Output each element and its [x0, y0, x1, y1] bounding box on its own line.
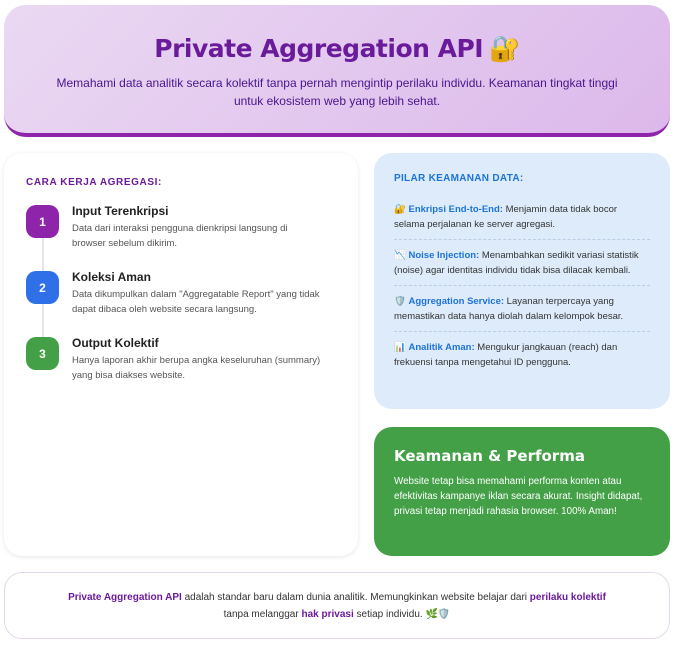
security-pillars-card [374, 153, 670, 409]
how-it-works-card [4, 153, 358, 556]
pillar-name: Enkripsi End-to-End: [408, 204, 503, 215]
step-title: Output Kolektif [72, 336, 159, 350]
step-number-badge: 2 [26, 271, 59, 304]
pillar-text: Mengukur jangkauan (reach) dan frekuensi tanpa mengetahui ID pengguna. [394, 342, 618, 368]
step-item [26, 271, 336, 337]
pillar-text: Layanan terpercaya yang memastikan data hanya diolah dalam kelompok besar. [394, 296, 624, 322]
step-description: Data dari interaksi pengguna dienkripsi langsung di browser sebelum dikirim. [72, 223, 288, 249]
step-title: Input Terenkripsi [72, 204, 169, 218]
lock-icon: 🔐 [394, 204, 406, 215]
hero-header [4, 5, 670, 137]
page-subtitle: Memahami data analitik secara kolektif tanpa pernah mengintip perilaku individu. Keamanan tingkat tinggi untuk ekosistem web yang lebih sehat. [56, 76, 618, 108]
pillar-name: Noise Injection: [408, 250, 480, 261]
step-number-badge: 1 [26, 205, 59, 238]
footer-highlight: hak privasi [301, 609, 354, 620]
step-title: Koleksi Aman [72, 270, 151, 284]
shield-icon: 🛡️ [394, 296, 406, 307]
footer-highlight: perilaku kolektif [529, 592, 606, 603]
pillar-item [394, 240, 650, 286]
pillar-text: Menambahkan sedikit variasi statistik (noise) agar identitas individu tidak bisa dilacak kembali. [394, 250, 639, 276]
lock-icon: 🔐 [489, 34, 520, 63]
pillar-name: Aggregation Service: [408, 296, 505, 307]
step-description: Hanya laporan akhir berupa angka keseluruhan (summary) yang bisa diakses website. [72, 355, 321, 381]
steps-list [26, 205, 336, 403]
performance-title: Keamanan & Performa [394, 447, 585, 465]
chart-down-icon: 📉 [394, 250, 406, 261]
pillar-item [394, 194, 650, 240]
step-item [26, 205, 336, 271]
pillar-name: Analitik Aman: [408, 342, 475, 353]
step-description: Data dikumpulkan dalam "Aggregatable Report" yang tidak dapat dibaca oleh website secara langsung. [72, 289, 320, 315]
page-title: Private Aggregation API 🔐 [154, 34, 520, 63]
performance-card [374, 427, 670, 556]
pillar-item [394, 332, 650, 377]
footer-text: tanpa melanggar [223, 609, 302, 620]
footer-text: adalah standar baru dalam dunia analitik. Memungkinkan website belajar dari [181, 592, 530, 603]
pillars-list [394, 194, 650, 377]
step-item [26, 337, 336, 403]
pillars-title: PILAR KEAMANAN DATA: [394, 173, 524, 184]
how-it-works-title: CARA KERJA AGREGASI: [26, 177, 162, 188]
step-number-badge: 3 [26, 337, 59, 370]
footer-summary [4, 572, 670, 639]
pillar-text: Menjamin data tidak bocor selama perjalanan ke server agregasi. [394, 204, 618, 230]
footer-text: setiap individu. 🌿🛡️ [353, 609, 451, 620]
performance-text: Website tetap bisa memahami performa konten atau efektivitas kampanye iklan secara akurat. Insight didapat, privasi tetap menjadi rahasia browser. 100% Aman! [394, 476, 643, 517]
pillar-item [394, 286, 650, 332]
bar-chart-icon: 📊 [394, 342, 406, 353]
footer-highlight: Private Aggregation API [68, 592, 182, 603]
